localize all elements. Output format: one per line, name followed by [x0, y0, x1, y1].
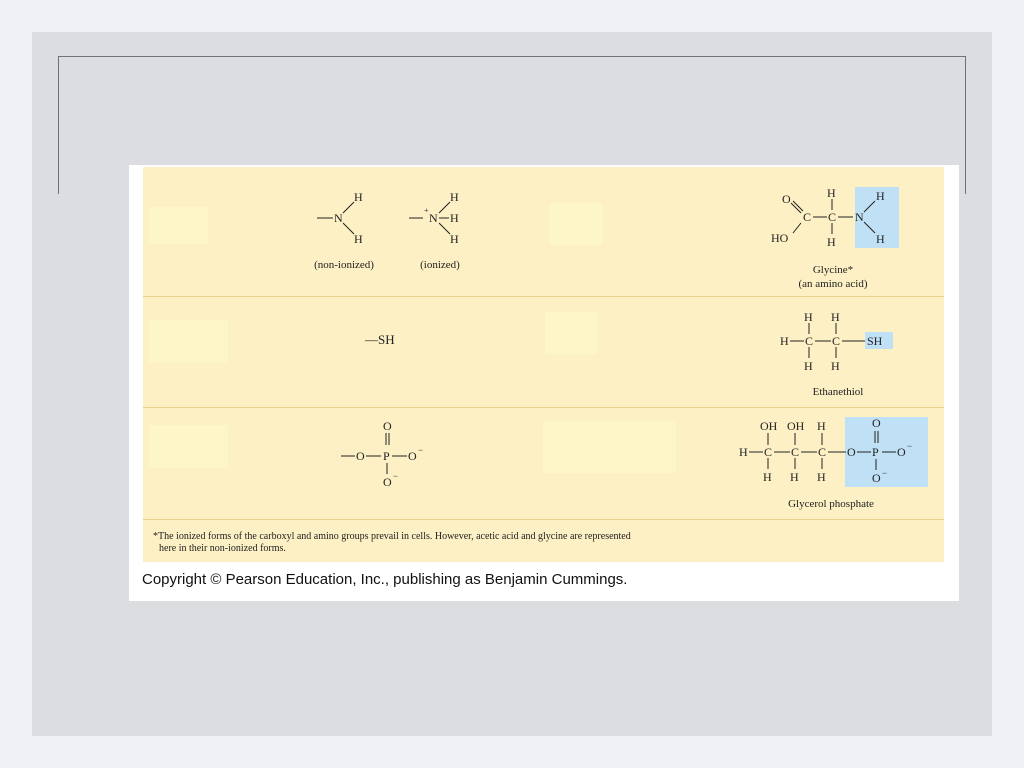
glycine-atom: C: [803, 210, 812, 224]
footnote: [153, 531, 853, 555]
amino-group-structures: [313, 185, 493, 255]
footnote-line: *The ionized forms of the carboxyl and amino groups prevail in cells. However, acetic acid and glycine are represented: [153, 531, 631, 542]
glycerol-atom: C: [791, 445, 800, 459]
ethanethiol-atom: H: [804, 359, 813, 373]
amine-nitrogen: N: [334, 211, 343, 225]
blank-cell: [545, 312, 597, 354]
glycerol-atom: O: [872, 416, 881, 430]
amine-hydrogen: H: [450, 211, 459, 225]
glycine-atom: N: [855, 210, 864, 224]
blank-cell: [149, 207, 208, 244]
blank-cell: [149, 320, 228, 362]
amine-hydrogen: H: [354, 232, 363, 246]
row-divider: [143, 296, 944, 297]
phosphate-atom: O: [383, 419, 392, 433]
copyright-notice: Copyright © Pearson Education, Inc., publishing as Benjamin Cummings.: [142, 571, 628, 588]
ethanethiol-structure: [773, 307, 903, 379]
amine-hydrogen: H: [450, 190, 459, 204]
glycine-atom: C: [828, 210, 837, 224]
glycerol-phosphate-caption: Glycerol phosphate: [788, 498, 874, 510]
glycerol-atom: OH: [760, 419, 778, 433]
glycerol-atom: H: [739, 445, 748, 459]
glycerol-phosphate-structure: [738, 415, 938, 491]
glycerol-atom: H: [763, 470, 772, 484]
frame-rule-right: [965, 56, 966, 194]
glycerol-atom: O: [897, 445, 906, 459]
glycine-atom: H: [876, 232, 885, 246]
negative-charge: −: [418, 445, 424, 455]
negative-charge: −: [393, 471, 399, 481]
frame-rule-top: [58, 56, 966, 57]
row-divider: [143, 519, 944, 520]
ethanethiol-atom: C: [832, 334, 841, 348]
glycerol-atom: OH: [787, 419, 805, 433]
blank-cell: [549, 203, 603, 245]
ethanethiol-atom: SH: [867, 334, 883, 348]
ionized-caption: (ionized): [420, 259, 460, 271]
row-divider: [143, 407, 944, 408]
phosphate-atom: O: [408, 449, 417, 463]
phosphate-atom: P: [383, 449, 390, 463]
glycine-atom: H: [827, 235, 836, 249]
ethanethiol-atom: H: [831, 310, 840, 324]
phosphate-atom: O: [356, 449, 365, 463]
glycine-caption: Glycine*: [812, 264, 854, 276]
glycine-atom: HO: [771, 231, 789, 245]
glycerol-atom: H: [817, 419, 826, 433]
glycerol-atom: C: [764, 445, 773, 459]
frame-rule-left: [58, 56, 59, 194]
amine-nitrogen: N: [429, 211, 438, 225]
glycine-subcaption: (an amino acid): [798, 278, 868, 290]
functional-groups-table: [143, 167, 944, 562]
negative-charge: −: [907, 441, 913, 451]
glycerol-atom: H: [817, 470, 826, 484]
ethanethiol-atom: H: [831, 359, 840, 373]
ethanethiol-atom: H: [804, 310, 813, 324]
amine-hydrogen: H: [354, 190, 363, 204]
glycerol-atom: H: [790, 470, 799, 484]
non-ionized-caption: (non-ionized): [314, 259, 374, 271]
ethanethiol-atom: C: [805, 334, 814, 348]
glycerol-atom: O: [847, 445, 856, 459]
positive-charge: +: [424, 206, 429, 215]
ethanethiol-atom: H: [780, 334, 789, 348]
phosphate-group-structure: [339, 417, 449, 491]
glycine-atom: O: [782, 192, 791, 206]
glycine-structure: [763, 179, 903, 269]
footnote-line: here in their non-ionized forms.: [159, 543, 286, 554]
glycerol-atom: C: [818, 445, 827, 459]
phosphate-atom: O: [383, 475, 392, 489]
negative-charge: −: [882, 468, 888, 478]
glycine-atom: H: [876, 189, 885, 203]
sulfhydryl-group: —SH: [365, 332, 395, 347]
textbook-figure: [129, 165, 959, 601]
blank-cell: [149, 425, 228, 468]
glycerol-atom: P: [872, 445, 879, 459]
ethanethiol-caption: Ethanethiol: [812, 386, 864, 398]
glycine-atom: H: [827, 186, 836, 200]
amine-hydrogen: H: [450, 232, 459, 246]
blank-cell: [543, 421, 676, 473]
glycerol-atom: O: [872, 471, 881, 485]
